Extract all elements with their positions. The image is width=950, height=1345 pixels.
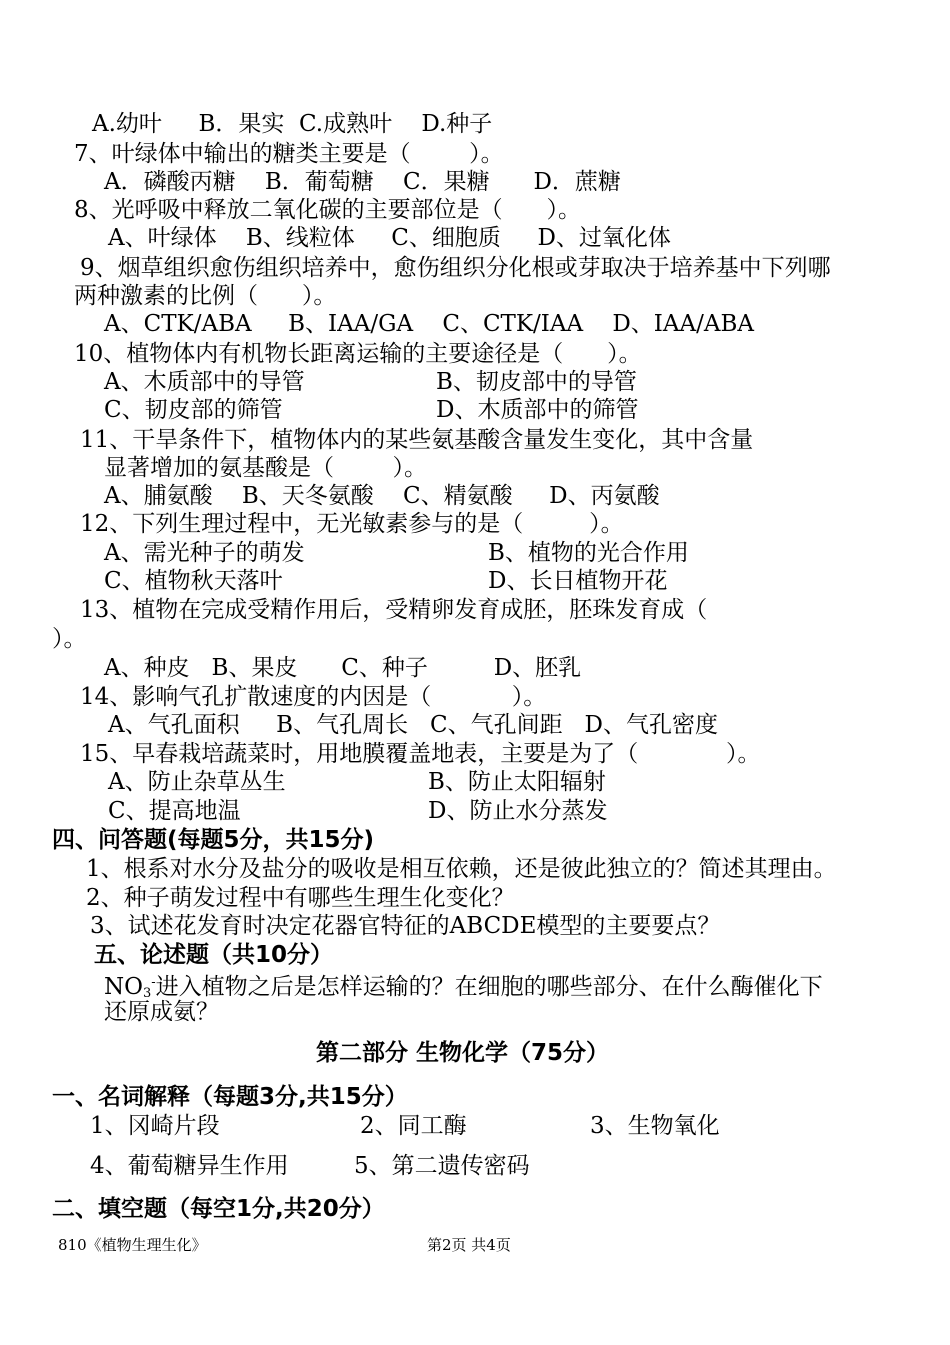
footer-page-number: 第2页 共4页 [427,1236,511,1254]
term-5: 5、第二遗传密码 [354,1153,530,1179]
nitrate-formula: NO [104,974,143,1000]
section-4-question-2: 2、种子萌发过程中有哪些生理生化变化？ [86,885,515,911]
question-9-line1: 9、烟草组织愈伤组织培养中，愈伤组织分化根或芽取决于培养基中下列哪 [80,255,831,281]
question-12: 12、下列生理过程中，无光敏素参与的是（ ）。 [80,511,624,537]
q10-option-c: C、韧皮部的筛管 [104,397,283,423]
q9-options: A、CTK/ABA B、IAA/GA C、CTK/IAA D、IAA/ABA [104,311,754,337]
section-5-question-line2: 还原成氨？ [104,999,219,1025]
part-2-title: 第二部分 生物化学（75分） [316,1040,610,1066]
q15-option-d: D、防止水分蒸发 [428,798,608,824]
q12-option-a: A、需光种子的萌发 [104,540,305,566]
question-13-line1: 13、植物在完成受精作用后，受精卵发育成胚，胚珠发育成（ [80,597,708,623]
q6-options: A.幼叶 B．果实 C.成熟叶 D.种子 [92,111,493,137]
term-2: 2、同工酶 [360,1113,467,1139]
question-14: 14、影响气孔扩散速度的内因是（ ）。 [80,684,547,710]
term-4: 4、葡萄糖异生作用 [90,1153,289,1179]
q15-option-a: A、防止杂草丛生 [108,769,286,795]
q12-option-b: B、植物的光合作用 [488,540,689,566]
term-1: 1、冈崎片段 [90,1113,220,1139]
question-10: 10、植物体内有机物长距离运输的主要途径是（ ）。 [74,341,642,367]
footer-course: 810《植物生理生化》 [58,1236,207,1254]
section-4-title: 四、问答题(每题5分，共15分) [52,827,375,853]
section-4-question-3: 3、试述花发育时决定花器官特征的ABCDE模型的主要要点？ [90,913,721,939]
term-3: 3、生物氧化 [590,1113,720,1139]
q12-option-c: C、植物秋天落叶 [104,568,283,594]
section-4-question-1: 1、根系对水分及盐分的吸收是相互依赖，还是彼此独立的？简述其理由。 [86,856,837,882]
q12-option-d: D、长日植物开花 [488,568,668,594]
q8-options: A、叶绿体 B、线粒体 C、细胞质 D、过氧化体 [108,225,671,251]
q11-options: A、脯氨酸 B、天冬氨酸 C、精氨酸 D、丙氨酸 [104,483,660,509]
part-2-section-2-title: 二、填空题（每空1分,共20分） [52,1196,385,1222]
question-11-line2: 显著增加的氨基酸是（ ）。 [104,455,427,481]
q10-option-b: B、韧皮部中的导管 [436,369,637,395]
q7-options: A．磷酸丙糖 B．葡萄糖 C．果糖 D．蔗糖 [104,169,621,195]
q15-option-c: C、提高地温 [108,798,241,824]
q10-option-d: D、木质部中的筛管 [436,397,639,423]
question-11-line1: 11、干旱条件下，植物体内的某些氨基酸含量发生变化，其中含量 [80,427,754,453]
section-5-title: 五、论述题（共10分） [94,942,334,968]
section-5-question-line1: $NO_3^-$进入植物之后是怎样运输的？在细胞的哪些部分、在什么酶催化下 [104,974,823,1001]
q15-option-b: B、防止太阳辐射 [428,769,606,795]
q14-options: A、气孔面积 B、气孔周长 C、气孔间距 D、气孔密度 [108,712,718,738]
question-8: 8、光呼吸中释放二氧化碳的主要部位是（ ）。 [74,197,581,223]
q10-option-a: A、木质部中的导管 [104,369,305,395]
question-13-line2: ）。 [52,626,87,652]
question-9-line2: 两种激素的比例（ ）。 [74,283,337,309]
q13-options: A、种皮 B、果皮 C、种子 D、胚乳 [104,655,582,681]
part-2-section-1-title: 一、名词解释（每题3分,共15分） [52,1084,408,1110]
question-7: 7、叶绿体中输出的糖类主要是（ ）。 [74,141,504,167]
question-15: 15、早春栽培蔬菜时，用地膜覆盖地表，主要是为了（ ）。 [80,741,761,767]
